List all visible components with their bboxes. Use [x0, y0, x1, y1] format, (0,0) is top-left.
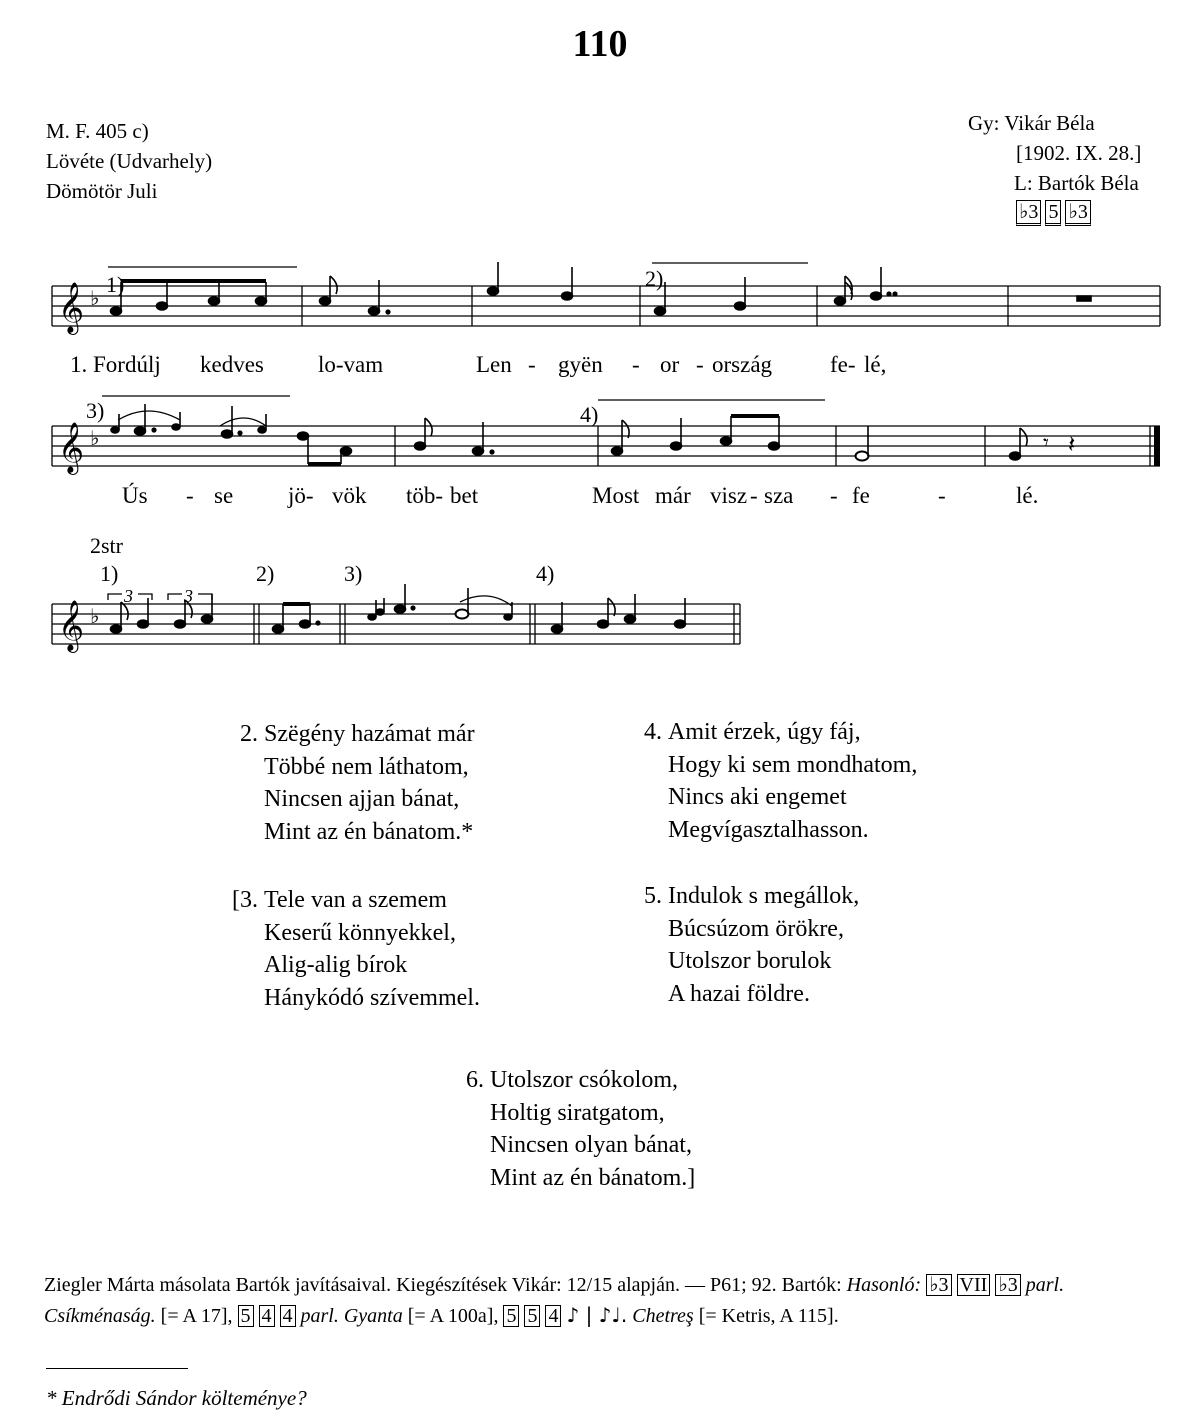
singer: Dömötör Juli: [46, 179, 158, 203]
lyric-word: 1. Fordúlj: [70, 352, 161, 377]
cadence-box: 5: [503, 1305, 519, 1327]
cadence-box: 4: [259, 1305, 275, 1327]
reference-code: [= A 17],: [160, 1305, 233, 1327]
lyric-word: ország: [712, 352, 773, 377]
lyric-word: gyën: [558, 352, 603, 377]
note-head: [598, 620, 609, 628]
quarter-rest-icon: 𝄽: [1068, 430, 1076, 458]
variant-label: 1): [100, 561, 119, 586]
stanza-line: Tele van a szemem: [264, 887, 447, 913]
note-head: [138, 620, 149, 628]
lyric-word: -: [696, 352, 704, 377]
stanza-line: Búcsúzom örökre,: [668, 915, 844, 942]
lyric-word: kedves: [200, 352, 264, 377]
note-head: [871, 292, 882, 300]
lyric-word: Ús: [122, 483, 148, 508]
reference-code: [= A 100a],: [407, 1305, 499, 1327]
stanza-3: [226, 884, 480, 1014]
lyric-word: töb-: [406, 483, 444, 508]
lyric-word: lé.: [1016, 483, 1039, 508]
cadence-box: ♭3: [995, 1274, 1020, 1296]
note-head: [415, 442, 426, 450]
treble-clef-icon: 𝄞: [58, 422, 85, 473]
cadence-box: 5: [238, 1305, 254, 1327]
stanza-line: A hazai földre.: [668, 980, 810, 1007]
variant-label: 3): [86, 398, 105, 423]
note-head: [473, 447, 484, 455]
stanza-line: Utolszor csókolom,: [490, 1067, 678, 1093]
lyric-word: -: [750, 483, 758, 508]
lyric-word: már: [655, 483, 691, 508]
lyric-word: -: [632, 352, 640, 377]
rest: [1077, 296, 1091, 301]
note-head: [369, 307, 380, 315]
note-head: [675, 620, 686, 628]
grace-note: [504, 614, 512, 620]
note-head: [655, 307, 666, 315]
grace-note: [111, 427, 119, 433]
eighth-rest-icon: 𝄾: [1043, 431, 1049, 456]
lyric-word: fe-: [830, 352, 856, 377]
lyric-word: Most: [592, 483, 640, 508]
note-head: [552, 625, 563, 633]
cadence-box: ♭3: [926, 1274, 951, 1296]
lyric-word: se: [214, 483, 234, 508]
stanza-number: 5.: [644, 883, 662, 909]
flat-icon: ♭: [90, 286, 100, 310]
cadence-box: ♭3: [1065, 200, 1090, 226]
grace-note: [368, 614, 376, 620]
stanza-number: 6.: [466, 1067, 484, 1093]
lyric-word: bet: [450, 483, 479, 508]
source-info: [46, 116, 212, 206]
note-head: [273, 625, 284, 633]
stanza-line: Hánykódó szívemmel.: [264, 984, 480, 1011]
note-head: [395, 605, 406, 613]
lyric-word: lé,: [864, 352, 887, 377]
note-head: [256, 297, 267, 305]
cadence-box: VII: [957, 1274, 991, 1296]
stanza-line: Amit érzek, úgy fáj,: [668, 719, 861, 745]
stanza-number: 4.: [644, 719, 662, 745]
variant-label: 2): [256, 561, 275, 586]
variant-label: 1): [106, 272, 125, 297]
note-head: [835, 297, 846, 305]
variant-label: 4): [536, 561, 555, 586]
rhythm-icon: ♪ | ♪♩.: [566, 1303, 628, 1327]
lyric-word: jö-: [288, 483, 314, 508]
note-head: [1010, 452, 1021, 460]
stanza-line: Utolszor borulok: [668, 948, 832, 974]
parallel-reference: parl. Gyanta: [300, 1305, 403, 1327]
note-head: [175, 620, 186, 628]
note-head: [222, 430, 233, 438]
catalog-number: M. F. 405 c): [46, 119, 149, 143]
stanza-line: Nincs aki engemet: [668, 784, 847, 810]
note-head: [769, 442, 780, 450]
note-head: [562, 292, 573, 300]
note-head: [341, 447, 352, 455]
page-number: 110: [572, 23, 628, 65]
treble-clef-icon: 𝄞: [58, 600, 85, 651]
grace-note: [258, 427, 266, 433]
note-head: [111, 625, 122, 633]
cadence-boxes: [1016, 200, 1141, 226]
stanza-line: Szëgény hazámat már: [264, 721, 475, 747]
note-head: [735, 302, 746, 310]
lyric-word: -: [186, 483, 194, 508]
cadence-box: 5: [524, 1305, 540, 1327]
note-head: [300, 620, 311, 628]
note-head: [721, 437, 732, 445]
stanza-line: Megvígasztalhasson.: [668, 816, 869, 843]
stanza-line: Keserű könnyekkel,: [264, 919, 456, 946]
lyric-word: -: [528, 352, 536, 377]
stanza-line: Nincsen ajjan bánat,: [264, 786, 460, 812]
tuplet-number: 3: [124, 586, 133, 606]
reference-code: [= Ketris, A 115].: [698, 1305, 839, 1327]
lyric-word: -: [830, 483, 838, 508]
stanza-number: 2.: [240, 721, 258, 747]
lyric-word: Len: [476, 352, 512, 377]
stanza-2: [226, 718, 475, 848]
lyric-word: sza: [764, 483, 794, 508]
source-notes: [44, 1270, 1164, 1331]
lyric-word: visz: [710, 483, 748, 508]
lyric-word: fe: [852, 483, 870, 508]
variant-label: 3): [344, 561, 363, 586]
stanza-line: Mint az én bánatom.]: [490, 1164, 696, 1191]
cadence-box: 5: [1045, 200, 1061, 226]
lyric-word: -: [938, 483, 946, 508]
collection-info: [968, 108, 1141, 226]
variant-label: 4): [580, 402, 599, 427]
parallel-reference: Chetreş: [632, 1305, 694, 1327]
lyric-word: vök: [332, 483, 367, 508]
footnote: * Endrődi Sándor költeménye?: [46, 1386, 307, 1410]
note-head: [456, 610, 469, 619]
cadence-box: 4: [280, 1305, 296, 1327]
source-note-text: Ziegler Márta másolata Bartók javításaival. Kiegészítések Vikár: 12/15 alapján. — P61; 92. Bartók:: [44, 1274, 842, 1296]
variant-label: 2): [645, 266, 664, 291]
stanza-6: [452, 1064, 695, 1194]
note-head: [320, 297, 331, 305]
note-head: [157, 302, 168, 310]
collection-date: [1902. IX. 28.]: [1016, 141, 1142, 165]
note-head: [612, 447, 623, 455]
stanza-line: Alig-alig bírok: [264, 952, 408, 978]
footnote-divider: [46, 1368, 188, 1369]
transcriber: L: Bartók Béla: [1014, 171, 1139, 195]
stanza-line: Nincsen olyan bánat,: [490, 1132, 692, 1158]
note-head: [488, 287, 499, 295]
tuplet-number: 3: [184, 586, 193, 606]
note-head: [671, 442, 682, 450]
parallel-reference: parl. Csíkménaság.: [44, 1274, 1065, 1327]
stanza-number: [3.: [232, 887, 258, 913]
stanza-line: Holtig siratgatom,: [490, 1099, 665, 1126]
variant-section-title: 2str: [90, 533, 123, 558]
note-head: [135, 427, 146, 435]
collector: Gy: Vikár Béla: [968, 111, 1095, 135]
stanza-5: [630, 880, 859, 1010]
cadence-box: 4: [545, 1305, 561, 1327]
similar-label: Hasonló:: [846, 1274, 922, 1296]
stanza-line: Indulok s megállok,: [668, 883, 860, 909]
flat-icon: ♭: [90, 426, 100, 450]
note-head: [111, 307, 122, 315]
note-head: [625, 615, 636, 623]
location: Lövéte (Udvarhely): [46, 149, 213, 173]
note-head: [202, 615, 213, 623]
note-head: [298, 432, 309, 440]
music-staff-3: [0, 580, 1200, 670]
note-head: [209, 297, 220, 305]
cadence-box: ♭3: [1016, 200, 1041, 226]
stanza-4: [630, 716, 917, 846]
stanza-line: Hogy ki sem mondhatom,: [668, 751, 918, 778]
grace-note: [172, 424, 180, 430]
note-head: [856, 452, 869, 461]
stanza-line: Többé nem láthatom,: [264, 753, 469, 780]
lyric-word: or: [660, 352, 680, 377]
lyric-word: lo-vam: [318, 352, 384, 377]
stanza-line: Mint az én bánatom.*: [264, 818, 474, 845]
grace-note: [376, 609, 384, 615]
flat-icon: ♭: [90, 604, 100, 628]
treble-clef-icon: 𝄞: [58, 282, 85, 333]
